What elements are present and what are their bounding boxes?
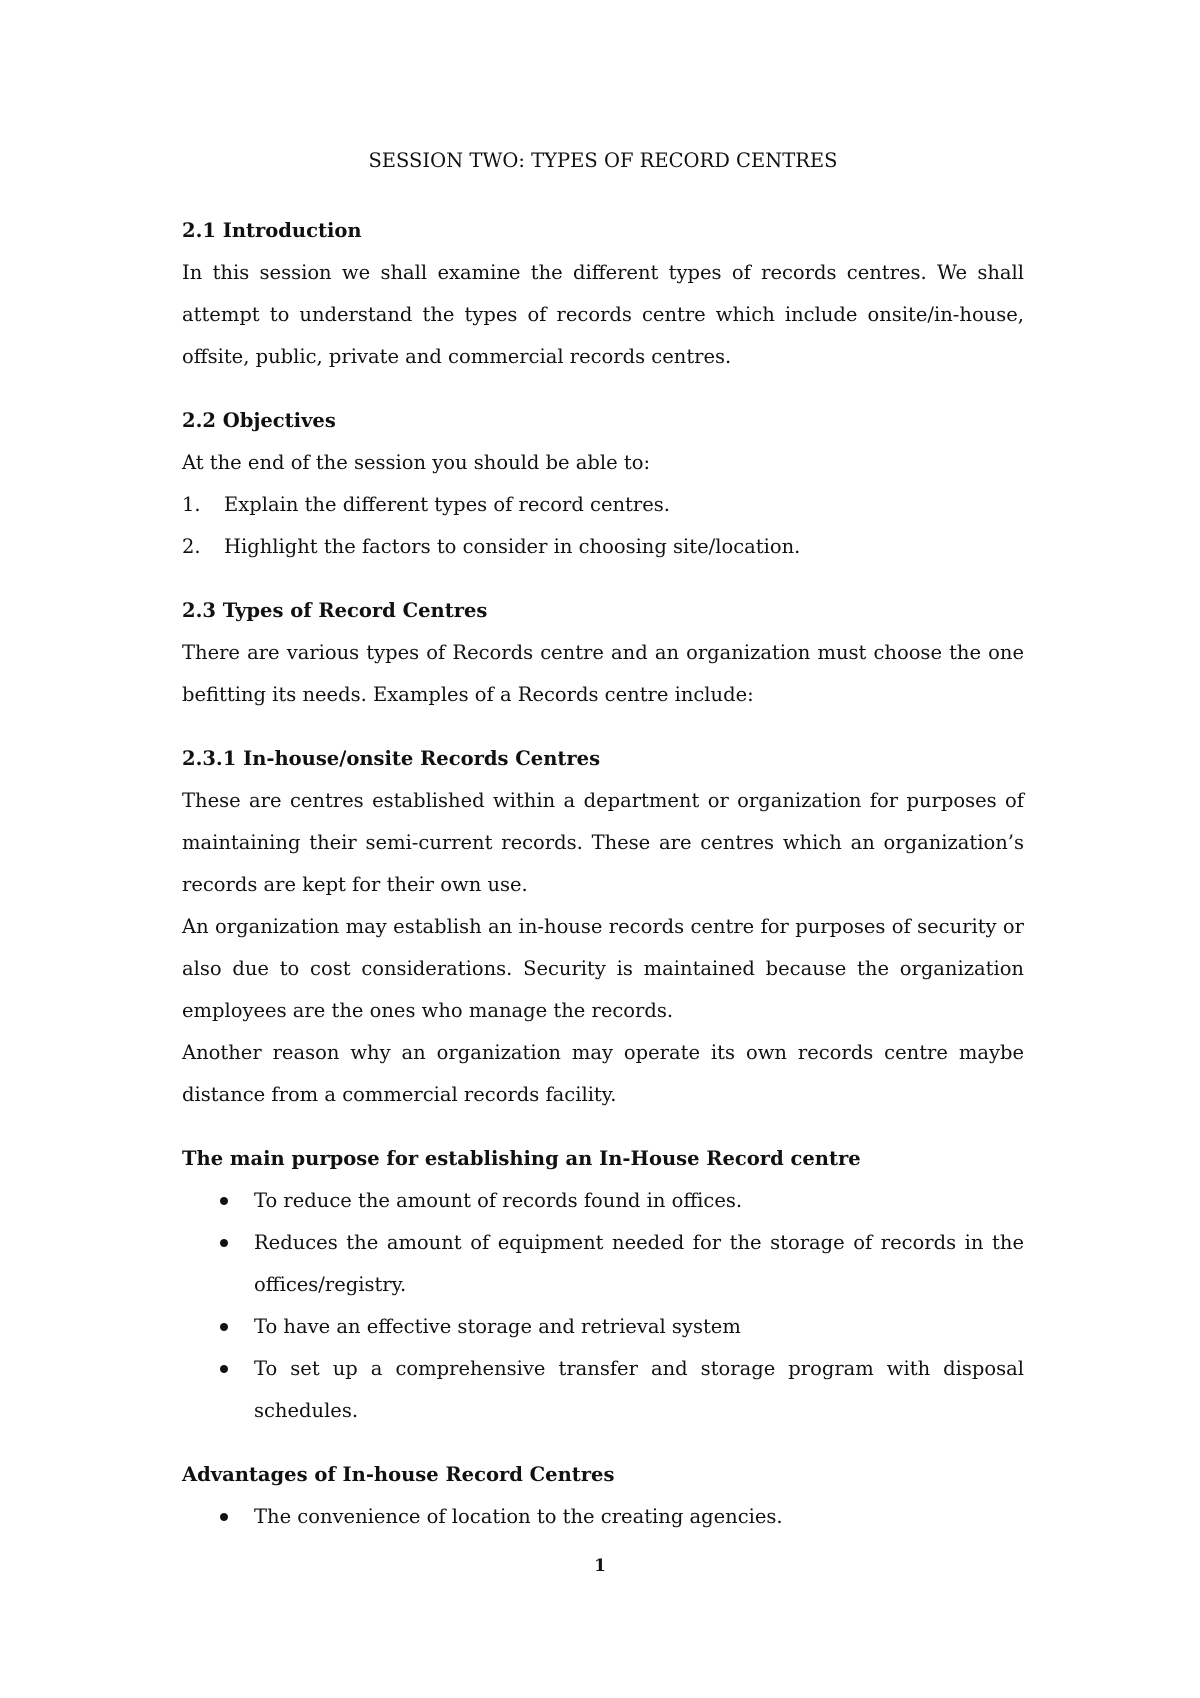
inhouse-paragraph: These are centres established within a department or organization for purposes of maintaining their semi-current records. These are centres which an organization’s records are kept for their own use. [182,789,1024,896]
section-inhouse [182,738,1024,1116]
list-item [182,1348,1024,1432]
section-objectives [182,400,1024,568]
page-number: 1 [594,1556,606,1576]
list-item-text: Highlight the factors to consider in choosing site/location. [224,535,801,558]
section-introduction [182,210,1024,378]
section-advantages [182,1454,1024,1538]
objectives-heading: 2.2 Objectives [182,409,336,432]
section-purpose [182,1138,1024,1432]
advantages-list [182,1496,1024,1538]
advantages-heading: Advantages of In-house Record Centres [182,1463,615,1486]
objectives-lead: At the end of the session you should be able to: [182,451,651,474]
list-item-text: Explain the different types of record centres. [224,493,670,516]
list-item-number: 2. [182,535,201,558]
inhouse-paragraph: An organization may establish an in-house records centre for purposes of security or also due to cost considerations. Security is maintained because the organization employees are the ones who manage the records. [182,915,1024,1022]
bullet-icon [220,1239,228,1247]
list-item-text: To reduce the amount of records found in offices. [254,1189,743,1212]
types-heading: 2.3 Types of Record Centres [182,599,488,622]
bullet-icon [220,1365,228,1373]
purpose-heading: The main purpose for establishing an In-House Record centre [182,1147,861,1170]
introduction-paragraph: In this session we shall examine the different types of records centres. We shall attempt to understand the types of records centre which include onsite/in-house, offsite, public, private and commercial records centres. [182,261,1024,368]
bullet-icon [220,1197,228,1205]
list-item [182,1496,1024,1538]
list-item [182,526,1024,568]
list-item [182,1180,1024,1222]
section-types [182,590,1024,716]
introduction-heading: 2.1 Introduction [182,219,362,242]
list-item-number: 1. [182,493,201,516]
inhouse-paragraph: Another reason why an organization may operate its own records centre maybe distance from a commercial records facility. [182,1041,1024,1106]
types-paragraph: There are various types of Records centre and an organization must choose the one befitting its needs. Examples of a Records centre include: [182,641,1024,706]
purpose-list [182,1180,1024,1432]
inhouse-heading: 2.3.1 In-house/onsite Records Centres [182,747,601,770]
bullet-icon [220,1513,228,1521]
list-item-text: Reduces the amount of equipment needed for the storage of records in the offices/registry. [254,1231,1024,1296]
list-item-text: To set up a comprehensive transfer and storage program with disposal schedules. [254,1357,1024,1422]
list-item [182,484,1024,526]
page-content [182,140,1024,1560]
list-item [182,1222,1024,1306]
document-title: SESSION TWO: TYPES OF RECORD CENTRES [368,149,838,172]
list-item-text: To have an effective storage and retrieval system [254,1315,741,1338]
list-item-text: The convenience of location to the creating agencies. [254,1505,783,1528]
bullet-icon [220,1323,228,1331]
objectives-list [182,484,1024,568]
list-item [182,1306,1024,1348]
